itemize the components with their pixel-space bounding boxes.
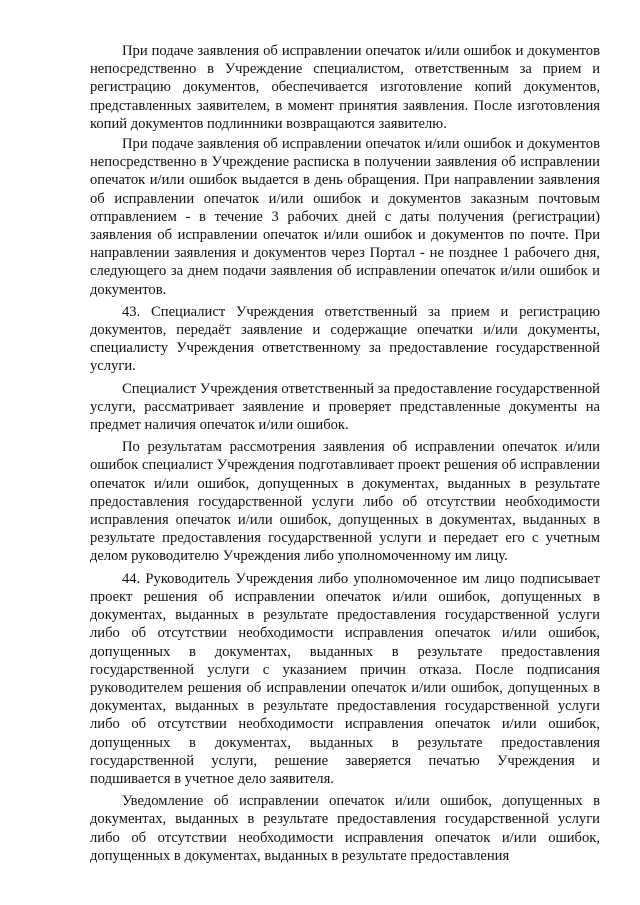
document-page (90, 42, 600, 865)
paragraph-notification: Уведомление об исправлении опечаток и/или ошибок, допущенных в документах, выданных в результате предоставления государственной услуги либо об отсутствии необходимости исправления опечаток и/или ошибок, допущенных в документах, выданных в результате предоставления (90, 793, 600, 864)
paragraph-copies-of-documents: При подаче заявления об исправлении опечаток и/или ошибок и документов непосредственно в Учреждение специалистом, ответственным за прием и регистрацию документов, обеспечивается изготовление копий документов, представленных заявителем, в момент принятия заявления. После изготовления копий документов подлинники возвращаются заявителю. (90, 43, 600, 132)
paragraph-specialist-review: Специалист Учреждения ответственный за предоставление государственной услуги, рассматривает заявление и проверяет представленные документы на предмет наличия опечаток и/или ошибок. (90, 380, 600, 434)
paragraph-receipt-issuance: При подаче заявления об исправлении опечаток и/или ошибок и документов непосредственно в Учреждение расписка в получении заявления об исправлении опечаток и/или ошибок выдается в день обращения. При направлении заявления об исправлении опечаток и/или ошибок и документов заказным почтовым отправлением - в течение 3 рабочих дней с даты получения (регистрации) заявления об исправлении опечаток и/или ошибок и документов по почте. При направлении заявления и документов через Портал - не позднее 1 рабочего дня, следующего за днем подачи заявления об исправлении опечаток и/или ошибок и документов. (90, 136, 600, 298)
paragraph-draft-decision: По результатам рассмотрения заявления об исправлении опечаток и/или ошибок специалист Учреждения подготавливает проект решения об исправлении опечаток и/или ошибок, допущенных в документах, выданных в результате предоставления государственной услуги либо об отсутствии необходимости исправления опечаток и/или ошибок, допущенных в документах, выданных в результате предоставления государственной услуги и передает его с учетным делом руководителю Учреждения либо уполномоченному им лицу. (90, 439, 600, 565)
paragraph-item-44: 44. Руководитель Учреждения либо уполномоченное им лицо подписывает проект решения об исправлении опечаток и/или ошибок, допущенных в документах, выданных в результате предоставления государственной услуги либо об отсутствии необходимости исправления опечаток и/или ошибок, допущенных в документах, выданных в результате предоставления государственной услуги с указанием причин отказа. После подписания руководителем решения об исправлении опечаток и/или ошибок, допущенных в документах, выданных в результате предоставления государственной услуги либо об отсутствии необходимости исправления опечаток и/или ошибок, допущенных в документах, выданных в результате предоставления государственной услуги, решение заверяется печатью Учреждения и подшивается в учетное дело заявителя. (90, 570, 600, 787)
paragraph-item-43: 43. Специалист Учреждения ответственный за прием и регистрацию документов, передаёт заявление и содержащие опечатки и/или документы, специалисту Учреждения ответственному за предоставление государственной услуги. (90, 303, 600, 375)
